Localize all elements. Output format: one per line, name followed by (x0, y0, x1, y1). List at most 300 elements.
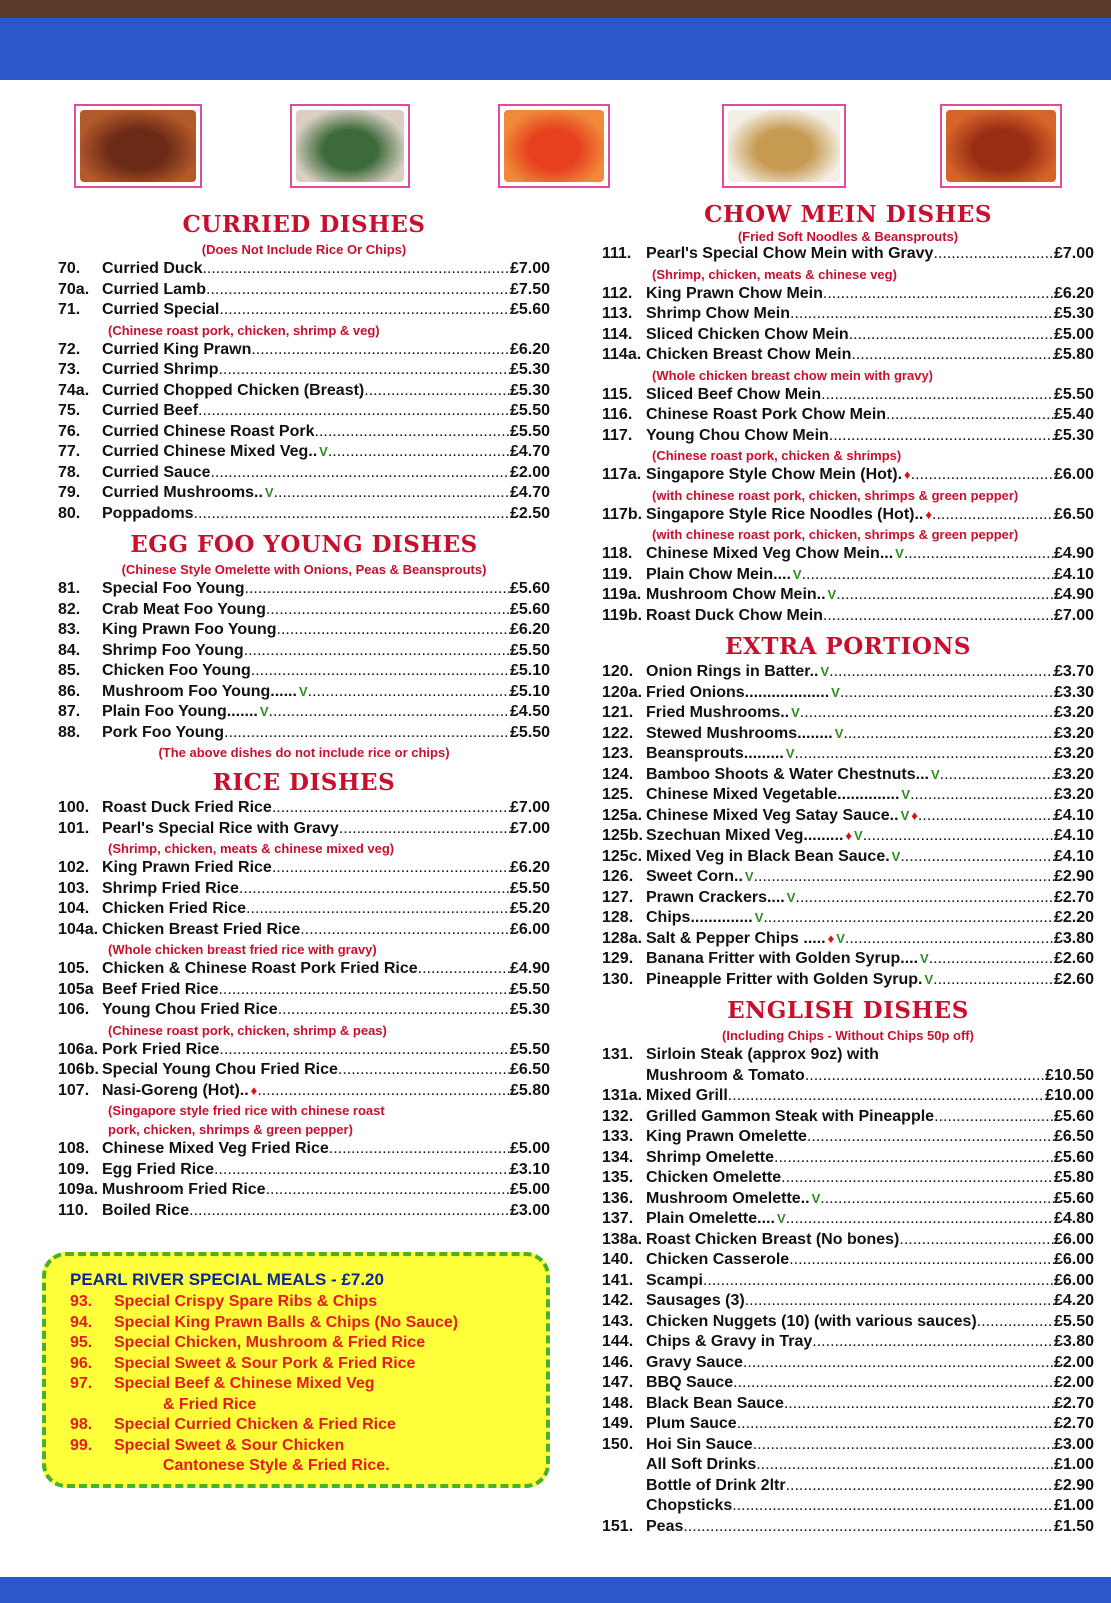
item-name: Scampi (646, 1271, 703, 1289)
dot-leader (823, 284, 1054, 305)
photo-dish-5 (940, 104, 1062, 188)
item-number: 97. (70, 1375, 93, 1392)
dot-leader (246, 899, 510, 920)
item-name: Curried Duck (102, 260, 203, 277)
item-price: £5.80 (1053, 346, 1094, 363)
item-name: Mixed Veg in Black Bean Sauce. (646, 847, 890, 865)
menu-item (602, 1394, 1094, 1415)
dot-leader (257, 1081, 510, 1102)
item-name: Salt & Pepper Chips ..... (646, 929, 826, 947)
item-price: £3.20 (1053, 724, 1094, 742)
item-number (70, 1395, 114, 1416)
item-number: 125. (602, 786, 634, 803)
dot-leader (829, 426, 1054, 447)
item-name: Chinese Mixed Veg Fried Rice (102, 1140, 329, 1157)
item-number: 140. (602, 1251, 634, 1268)
item-price: £1.00 (1053, 1456, 1094, 1473)
dot-leader (823, 606, 1054, 627)
menu-item (602, 1148, 1094, 1169)
item-price: £4.10 (1053, 827, 1094, 844)
menu-item (602, 1332, 1094, 1353)
dot-leader (272, 858, 510, 879)
item-name: King Prawn Chow Mein (646, 284, 823, 302)
item-name: BBQ Sauce (646, 1374, 734, 1391)
item-price: £1.00 (1053, 1497, 1094, 1514)
menu-item (602, 244, 1094, 265)
item-name: & Fried Rice (114, 1395, 257, 1413)
dot-leader (918, 806, 1054, 827)
item-number: 116. (602, 406, 633, 423)
item-name: Chicken Fried Rice (102, 900, 247, 917)
item-name: Special Curried Chicken & Fried Rice (114, 1416, 396, 1433)
dot-leader (753, 1435, 1054, 1456)
item-number: 136. (602, 1189, 634, 1207)
dot-leader (933, 970, 1054, 991)
item-description: (Whole chicken breast chow mein with gravy) (652, 367, 934, 383)
menu-item (58, 920, 550, 941)
dot-leader (756, 1455, 1054, 1476)
item-name: Pineapple Fritter with Golden Syrup. (646, 970, 923, 988)
item-price: £5.50 (509, 422, 550, 440)
item-number: 119b. (602, 606, 643, 624)
vegetarian-icon: V (891, 848, 901, 864)
item-price: £2.90 (1053, 868, 1094, 885)
item-name: Boiled Rice (102, 1201, 190, 1219)
english-dishes-title: ENGLISH DISHES (727, 997, 969, 1024)
item-name: Young Chou Chow Mein (646, 426, 829, 444)
item-name: Nasi-Goreng (Hot).. (102, 1081, 249, 1099)
dot-leader (910, 785, 1054, 806)
dot-leader (940, 765, 1054, 786)
item-name: Sweet Corn.. (646, 868, 743, 885)
item-name: Beef Fried Rice (102, 980, 219, 998)
menu-item (58, 1180, 550, 1201)
vegetarian-icon: V (836, 930, 845, 946)
item-name: Crab Meat Foo Young (102, 600, 266, 618)
dot-leader (977, 1312, 1054, 1333)
dot-leader (786, 1476, 1054, 1497)
item-price: £6.50 (1053, 1128, 1094, 1145)
item-price: £5.50 (509, 723, 550, 741)
item-number: 81. (58, 580, 81, 597)
dot-leader (266, 1180, 510, 1201)
item-name: Gravy Sauce (646, 1353, 743, 1371)
item-number: 147. (602, 1374, 634, 1391)
item-name: Roast Duck Chow Mein (646, 606, 823, 624)
menu-item (58, 300, 550, 321)
item-number: 111. (602, 245, 632, 262)
menu-item (58, 1060, 550, 1081)
item-price: £6.00 (509, 920, 550, 938)
item-price: £5.80 (1053, 1169, 1094, 1186)
item-price: £2.70 (1053, 1415, 1094, 1432)
item-number: 129. (602, 950, 634, 967)
dot-leader (278, 1000, 510, 1021)
dot-leader (851, 345, 1054, 366)
dot-leader (245, 579, 510, 600)
menu-item (602, 606, 1094, 627)
menu-item (602, 867, 1094, 888)
item-price: £7.00 (509, 819, 550, 837)
item-number: 105. (58, 960, 90, 977)
dot-leader (214, 1160, 510, 1181)
item-name: Pearl's Special Chow Mein with Gravy (646, 245, 934, 262)
item-price: £6.50 (509, 1061, 550, 1078)
photo-dish-2 (290, 104, 410, 188)
menu-item (602, 1250, 1094, 1271)
item-price: £5.30 (1053, 305, 1094, 322)
menu-item (602, 1435, 1094, 1456)
item-price: £5.30 (509, 1001, 550, 1018)
special-meal-item (70, 1415, 546, 1436)
dot-leader (251, 661, 510, 682)
item-name: Pearl's Special Rice with Gravy (102, 819, 339, 837)
vegetarian-icon: V (900, 807, 910, 823)
item-name: Plain Chow Mein.... (646, 565, 791, 583)
vegetarian-icon: V (264, 485, 274, 500)
menu-item (58, 661, 550, 682)
dot-leader (911, 465, 1054, 486)
item-name: Chicken Casserole (646, 1251, 790, 1268)
item-price: £4.10 (1053, 806, 1094, 824)
dot-leader (339, 819, 510, 840)
menu-item (58, 819, 550, 840)
egg-foo-young-note: (Chinese Style Omelette with Onions, Peas & Beansprouts) (121, 562, 487, 577)
item-number: 105a (58, 980, 94, 998)
item-name: Fried Onions................... (646, 683, 830, 701)
item-name: Chicken Omelette (646, 1169, 782, 1186)
menu-item (58, 600, 550, 621)
item-number: 141. (602, 1271, 634, 1289)
item-name: King Prawn Foo Young (102, 621, 277, 638)
menu-item (602, 1107, 1094, 1128)
item-price: £5.10 (509, 682, 550, 700)
item-number: 106a. (58, 1040, 99, 1058)
dot-leader (863, 826, 1054, 847)
vegetarian-icon: V (820, 664, 830, 679)
vegetarian-icon: V (924, 971, 934, 987)
curried-dishes-list (58, 259, 550, 524)
vegetarian-icon: V (930, 766, 940, 782)
dot-leader (328, 442, 510, 463)
item-description: (Chinese roast pork, chicken, shrimp & peas) (108, 1022, 387, 1038)
item-number: 142. (602, 1292, 634, 1309)
item-number: 72. (58, 340, 81, 358)
item-name: Curried Sauce (102, 463, 211, 481)
item-number: 122. (602, 724, 634, 742)
vegetarian-icon: V (920, 951, 929, 966)
item-name: Roast Duck Fried Rice (102, 799, 272, 816)
item-price: £2.00 (509, 463, 550, 481)
extra-portions-list (602, 662, 1094, 990)
vegetarian-icon: V (811, 1190, 821, 1206)
chow-mein-note: (Fried Soft Noodles & Beansprouts) (737, 229, 959, 244)
menu-item (602, 908, 1094, 929)
item-name: Curried Shrimp (102, 361, 219, 378)
item-name: Pork Fried Rice (102, 1040, 220, 1058)
item-name: Chips.............. (646, 909, 753, 926)
menu-item (602, 1127, 1094, 1148)
special-meal-item (70, 1292, 546, 1313)
item-price: £3.00 (1053, 1435, 1094, 1453)
menu-item (58, 340, 550, 361)
dot-leader (829, 662, 1054, 683)
dot-leader (821, 385, 1054, 406)
item-name: Singapore Style Chow Mein (Hot). (646, 466, 903, 483)
menu-item (58, 1081, 550, 1102)
menu-item (58, 360, 550, 381)
dot-leader (194, 504, 510, 525)
menu-item (602, 970, 1094, 991)
item-name: Plain Foo Young....... (102, 703, 258, 720)
item-name: Special Young Chou Fried Rice (102, 1061, 338, 1078)
dot-leader (904, 544, 1054, 565)
menu-item (602, 1209, 1094, 1230)
item-price: £5.30 (509, 361, 550, 378)
menu-item (58, 422, 550, 443)
dot-leader (728, 1086, 1045, 1107)
chili-icon: ♦ (845, 828, 853, 843)
dot-leader (899, 1230, 1054, 1251)
menu-item (602, 826, 1094, 847)
item-name: All Soft Drinks (646, 1456, 757, 1473)
item-number: 84. (58, 641, 81, 659)
item-price: £3.20 (1053, 745, 1094, 762)
dot-leader (210, 463, 509, 484)
item-price: £4.90 (1053, 545, 1094, 562)
dot-leader (795, 888, 1054, 909)
vegetarian-icon: V (298, 683, 308, 699)
item-number: 74a. (58, 381, 90, 399)
dot-leader (683, 1517, 1054, 1538)
dot-leader (812, 1332, 1054, 1353)
dot-leader (308, 682, 510, 703)
item-price: £3.70 (1053, 663, 1094, 680)
item-name: Sirloin Steak (approx 9oz) with (646, 1046, 879, 1063)
item-name: Mixed Grill (646, 1087, 728, 1104)
item-name: Mushroom Omelette.. (646, 1189, 810, 1207)
item-number: 134. (602, 1148, 634, 1166)
menu-item (58, 1160, 550, 1181)
item-number: 83. (58, 621, 81, 638)
chow-mein-list (602, 244, 1094, 626)
item-name: Beansprouts......... (646, 745, 784, 762)
special-meals-title: PEARL RIVER SPECIAL MEALS - £7.20 (70, 1270, 384, 1289)
item-name: Young Chou Fried Rice (102, 1001, 278, 1018)
special-meal-item (70, 1456, 546, 1477)
item-number: 103. (58, 879, 90, 897)
item-price: £4.50 (509, 703, 550, 720)
item-price: £3.10 (509, 1160, 550, 1178)
menu-item (602, 724, 1094, 745)
english-dishes-note: (Including Chips - Without Chips 50p off) (722, 1028, 974, 1043)
item-number: 151. (602, 1517, 634, 1535)
item-number: 101. (58, 819, 90, 837)
menu-item (58, 1000, 550, 1021)
dot-leader (244, 641, 510, 662)
menu-item (602, 1271, 1094, 1292)
item-name: Pork Foo Young (102, 723, 225, 741)
item-description: (Shrimp, chicken, meats & chinese mixed veg) (108, 841, 395, 856)
item-number: 130. (602, 970, 634, 988)
item-name: Sausages (3) (646, 1292, 745, 1309)
menu-item (602, 929, 1094, 950)
item-number: 82. (58, 600, 81, 618)
dot-leader (733, 1373, 1054, 1394)
dot-leader (800, 703, 1054, 724)
photo-dish-4 (722, 104, 846, 188)
item-price: £2.00 (1053, 1353, 1094, 1371)
item-name: Chicken Foo Young (102, 662, 251, 679)
special-meal-item (70, 1395, 546, 1416)
item-number: 78. (58, 463, 81, 481)
item-price: £5.50 (509, 641, 550, 659)
menu-item (58, 463, 550, 484)
item-number: 109. (58, 1160, 90, 1178)
item-price: £4.70 (509, 443, 550, 460)
item-number: 115. (602, 385, 633, 403)
dot-leader (732, 1496, 1054, 1517)
item-name: Prawn Crackers.... (646, 888, 785, 906)
menu-item (602, 1373, 1094, 1394)
menu-item (602, 1476, 1094, 1497)
menu-item (602, 1455, 1094, 1476)
menu-item (58, 1201, 550, 1222)
item-name: Cantonese Style & Fried Rice. (114, 1457, 390, 1474)
item-number: 125b. (602, 827, 643, 844)
dot-leader (300, 920, 510, 941)
item-price: £3.30 (1053, 683, 1094, 701)
item-number (70, 1456, 114, 1477)
item-number: 149. (602, 1415, 634, 1432)
menu-item (602, 1312, 1094, 1333)
menu-item (58, 858, 550, 879)
menu-item (602, 683, 1094, 704)
item-name: Shrimp Chow Mein (646, 305, 790, 322)
menu-item (58, 641, 550, 662)
item-number: 132. (602, 1107, 634, 1125)
item-name: Curried Chopped Chicken (Breast) (102, 381, 365, 399)
item-name: Chicken Nuggets (10) (with various sauces) (646, 1312, 977, 1330)
item-description: (Chinese roast pork, chicken, shrimp & veg) (108, 322, 380, 338)
menu-item (58, 504, 550, 525)
rice-dishes-title: RICE DISHES (212, 769, 396, 796)
menu-item (602, 1496, 1094, 1517)
dot-leader (745, 1291, 1054, 1312)
chow-mein-title: CHOW MEIN DISHES (704, 201, 992, 228)
item-number: 127. (602, 888, 634, 906)
item-number: 120. (602, 663, 634, 680)
dot-leader (807, 1127, 1054, 1148)
item-number: 85. (58, 662, 81, 679)
vegetarian-icon: V (776, 1211, 786, 1226)
menu-item (602, 405, 1094, 426)
item-price: £4.90 (509, 960, 550, 977)
item-name: Curried Lamb (102, 280, 207, 298)
vegetarian-icon: V (754, 910, 764, 925)
item-description: (with chinese roast pork, chicken, shrimps & green pepper) (652, 527, 1019, 542)
item-price: £2.70 (1053, 1394, 1094, 1412)
dot-leader (239, 879, 510, 900)
curried-dishes-title: CURRIED DISHES (182, 211, 426, 238)
item-number: 120a. (602, 683, 643, 701)
item-price: £2.50 (509, 504, 550, 522)
photo-strip (0, 104, 1111, 194)
item-name: Shrimp Fried Rice (102, 879, 239, 897)
item-name: Chinese Roast Pork Chow Mein (646, 406, 887, 423)
item-name: Plain Omelette.... (646, 1210, 775, 1227)
item-name: King Prawn Fried Rice (102, 859, 272, 876)
item-price: £7.50 (509, 280, 550, 298)
item-number: 117. (602, 426, 633, 444)
item-number: 79. (58, 484, 81, 501)
vegetarian-icon: V (259, 704, 269, 719)
item-price: £6.00 (1053, 1251, 1094, 1268)
item-price: £3.20 (1053, 786, 1094, 803)
dot-leader (763, 908, 1054, 929)
egg-foo-young-title: EGG FOO YOUNG DISHES (130, 531, 478, 558)
menu-item (602, 565, 1094, 586)
dot-leader (786, 1209, 1054, 1230)
item-description: (Singapore style fried rice with chinese roast (108, 1103, 385, 1118)
item-number: 87. (58, 703, 81, 720)
item-description: (Shrimp, chicken, meats & chinese veg) (652, 266, 897, 282)
item-name: Mushroom & Tomato (646, 1066, 805, 1084)
item-number: 144. (602, 1333, 634, 1350)
item-name: Black Bean Sauce (646, 1394, 784, 1412)
item-name: Onion Rings in Batter.. (646, 663, 819, 680)
bottom-edge (0, 1577, 1111, 1603)
dot-leader (774, 1148, 1054, 1169)
dot-leader (836, 585, 1054, 606)
vegetarian-icon: V (786, 889, 796, 905)
item-price: £4.10 (1053, 847, 1094, 865)
item-price: £5.20 (509, 900, 550, 917)
vegetarian-icon: V (901, 787, 911, 802)
dot-leader (845, 929, 1054, 950)
item-number: 110. (58, 1201, 89, 1219)
english-dishes-list (602, 1045, 1094, 1537)
item-name: Curried Special (102, 301, 220, 318)
dot-leader (338, 1060, 510, 1081)
item-price: £2.60 (1053, 970, 1094, 988)
item-price: £6.00 (1053, 1230, 1094, 1248)
menu-item (602, 785, 1094, 806)
item-name: King Prawn Omelette (646, 1128, 807, 1145)
item-name: Egg Fried Rice (102, 1160, 215, 1178)
item-number: 80. (58, 504, 81, 522)
item-price: £3.20 (1053, 704, 1094, 721)
item-name: Curried Chinese Mixed Veg.. (102, 443, 318, 460)
item-price: £5.00 (1053, 325, 1094, 343)
menu-item (602, 1189, 1094, 1210)
menu-item (58, 483, 550, 504)
chili-icon: ♦ (925, 506, 933, 522)
item-price: £6.00 (1053, 1271, 1094, 1289)
item-name: Mushroom Fried Rice (102, 1181, 266, 1198)
menu-item (602, 284, 1094, 305)
chili-icon: ♦ (904, 467, 911, 482)
item-name: Singapore Style Rice Noodles (Hot).. (646, 505, 924, 523)
dot-leader (933, 244, 1054, 265)
item-number: 125a. (602, 806, 643, 824)
item-number: 119. (602, 565, 633, 583)
menu-item (602, 765, 1094, 786)
item-number: 70. (58, 260, 81, 277)
menu-item (602, 949, 1094, 970)
item-price: £2.90 (1053, 1476, 1094, 1494)
item-price: £5.10 (509, 662, 550, 679)
